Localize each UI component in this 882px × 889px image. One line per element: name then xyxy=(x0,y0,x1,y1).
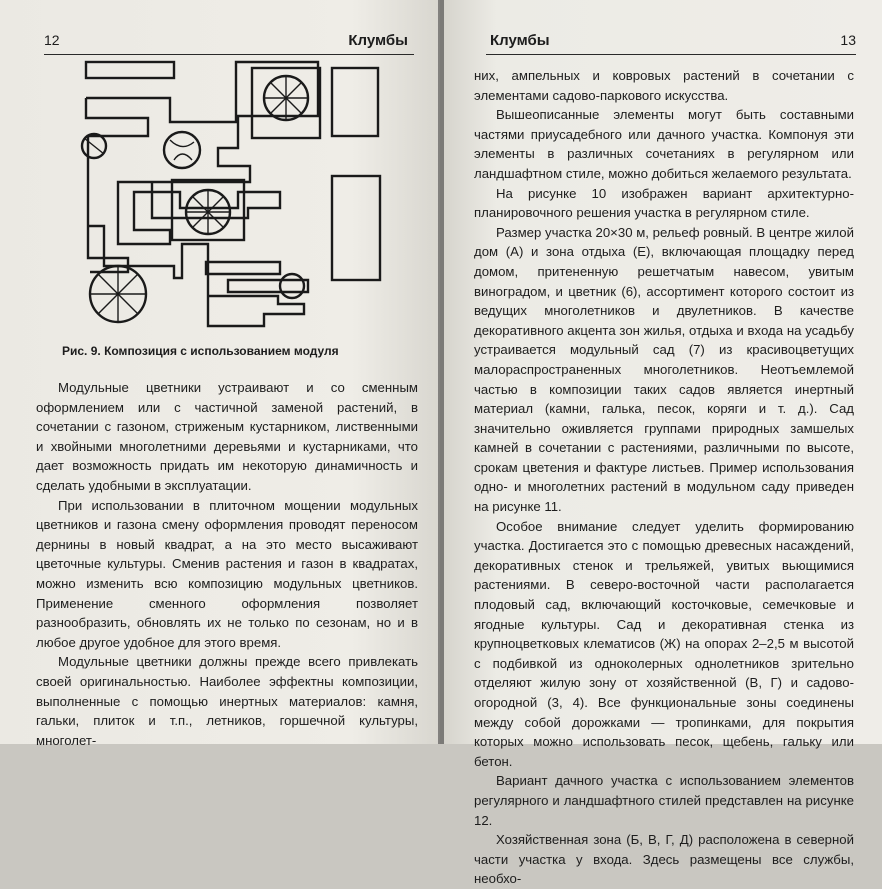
right-running-head xyxy=(486,30,856,55)
paragraph: Хозяйственная зона (Б, В, Г, Д) расположена в северной части участка у входа. Здесь размещены все службы, необхо- xyxy=(474,832,854,887)
figure-caption: Рис. 9. Композиция с использованием модуля xyxy=(62,344,339,358)
right-body-text xyxy=(474,66,854,889)
module-rect xyxy=(332,176,380,280)
module-path xyxy=(228,280,308,292)
paragraph: При использовании в плиточном мощении модульных цветников и газона смену оформления проводят переносом дернины в новый квадрат, а на это место высаживают цветочные культуры. Сменив растения и газон в квадратах, можно изменить всю композицию модульных цветников. Применение сменного оформления позволяет разнообразить, обновлять их не только по сезонам, но и в любое другое удобное для этого время. xyxy=(36,497,418,650)
flower-circle xyxy=(164,132,200,168)
right-page xyxy=(444,0,882,887)
module-bar xyxy=(86,62,174,78)
flower-circle xyxy=(280,274,304,298)
page-number: 13 xyxy=(840,32,856,48)
running-title: Клумбы xyxy=(490,32,550,49)
module-rect xyxy=(332,68,378,136)
module-path xyxy=(86,62,318,244)
left-body-text xyxy=(36,378,418,750)
module-path xyxy=(206,262,280,274)
paragraph: Модульные цветники должны прежде всего привлекать своей оригинальностью. Наиболее эффектны композиции, выполненные с помощью инертных материалов: камня, гальки, плиток и т.п., летников, горшечной культуры, многолет- xyxy=(36,654,418,748)
paragraph: Особое внимание следует уделить формированию участка. Достигается это с помощью древесных насаждений, декоративных стенок и трельяжей, увитых вьющимися растениями. В северо-восточной части располагается плодовый сад, включающий косточковые, семечковые и ягодные культуры. Сад и декоративная стенка из крупноцветковых клематисов (Ж) на опорах 2–2,5 м высотой с подбивкой из одноколерных однолетников зрительно отделяют жилую зону от хозяйственной (В, Г) и садово-огородной (3, 4). Все функциональные зоны соединены между собой дорожками — тропинками, для покрытия которых можно использовать песок, щебень, гальку или бетон. xyxy=(474,518,854,769)
paragraph: Размер участка 20×30 м, рельеф ровный. В центре жилой дом (А) и зона отдыха (Е), включающая площадку перед домом, притененную решетчатым навесом, увитым виноградом, и цветник (6), ассортимент которого состоит из ведущих многолетников и двулетников. В качестве декоративного акцента зон жилья, отдыха и входа на усадьбу устраивается модульный сад (7) из красивоцветущих малораспространенных многолетников. Неотъемлемой частью в композиции таких садов является инертный материал (камни, галька, песок, коряги и т. д.). Сад значительно оживляется группами природных замшелых камней в сочетании с растениями, различными по высоте, срокам цветения и фактуре листьев. Пример использования одно- и многолетних растений в модульном саду приведен на рисунке 11. xyxy=(474,224,854,515)
paragraph: Вышеописанные элементы могут быть составными частями приусадебного или дачного участка. Компонуя эти элементы в различных сочетаниях в регулярном или ландшафтном стиле, можно добиться желаемого результата. xyxy=(474,107,854,181)
running-title: Клумбы xyxy=(348,32,408,49)
module-composition-figure xyxy=(78,58,402,336)
paragraph: Вариант дачного участка с использованием элементов регулярного и ландшафтного стилей представлен на рисунке 12. xyxy=(474,773,854,828)
left-page xyxy=(0,0,440,748)
paragraph-continuation: них, ампельных и ковровых растений в сочетании с элементами садово-паркового искусства. xyxy=(474,68,854,103)
paragraph: Модульные цветники устраивают и со сменным оформлением или с частичной заменой растений, в сочетании с газоном, стриженым кустарником, лиственными и хвойными многолетними деревьями и кустарниками, что дает возможность придать им некоторую динамичность и сделать удобными в эксплуатации. xyxy=(36,380,418,493)
paragraph: На рисунке 10 изображен вариант архитектурно-планировочного решения участка в регулярном стиле. xyxy=(474,185,854,221)
page-number: 12 xyxy=(44,32,60,48)
left-running-head xyxy=(44,30,414,55)
